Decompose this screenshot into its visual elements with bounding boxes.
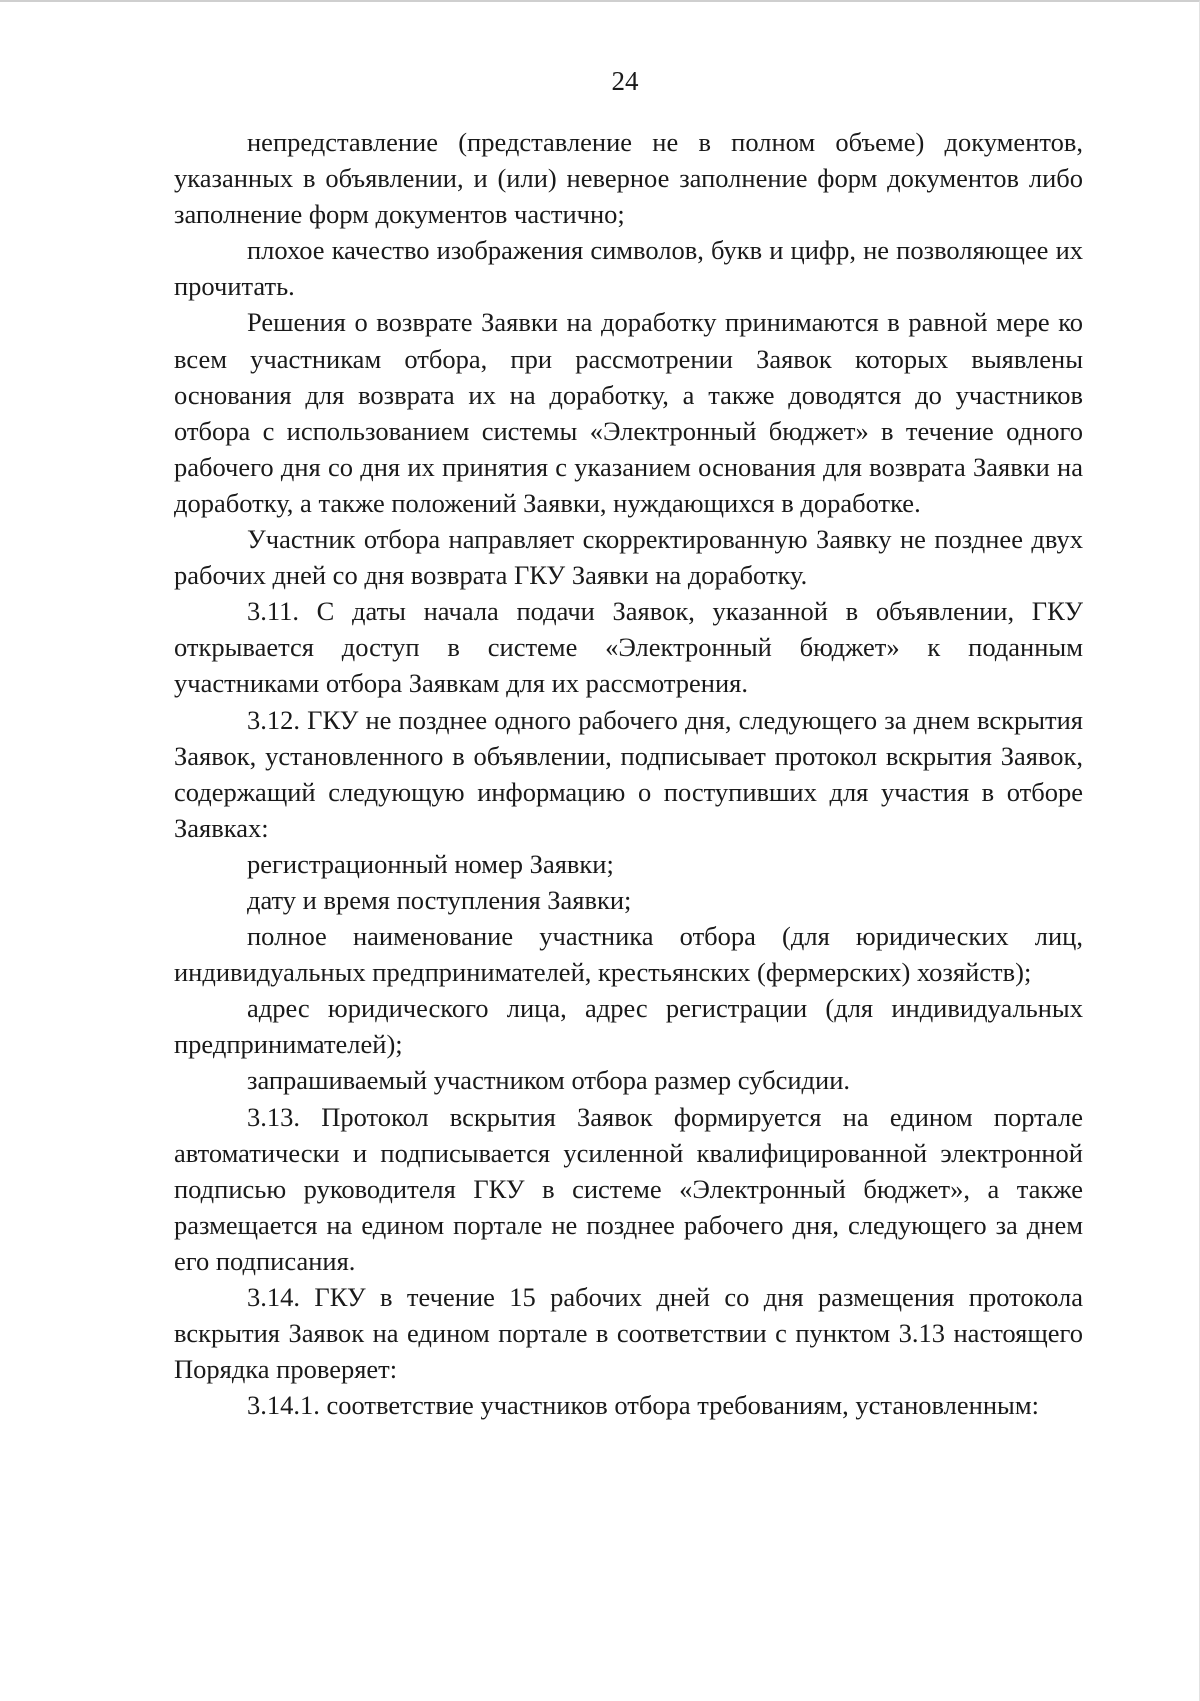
list-item-subsidy-amount: запрашиваемый участником отбора размер субсидии. — [247, 1065, 851, 1096]
list-item-address: адрес юридического лица, адрес регистрации (для индивидуальных предпринимателей); — [174, 993, 1083, 1060]
list-item-registration-number: регистрационный номер Заявки; — [247, 848, 614, 879]
paragraph-3-14-1: 3.14.1. соответствие участников отбора требованиям, установленным: — [247, 1390, 1039, 1421]
paragraph-3-12: 3.12. ГКУ не позднее одного рабочего дня, следующего за днем вскрытия Заявок, установленного в объявлении, подписывает протокол вскрытия Заявок, содержащий следующую информацию о поступивших для участия в отборе Заявках: — [174, 704, 1083, 843]
list-item-participant-name: полное наименование участника отбора (для юридических лиц, индивидуальных предпринимателей, крестьянских (фермерских) хозяйств); — [174, 921, 1083, 988]
paragraph-incomplete-documents: непредставление (представление не в полном объеме) документов, указанных в объявлении, и (или) неверное заполнение форм документов либо заполнение форм документов частично; — [174, 127, 1083, 230]
paragraph-3-11: 3.11. С даты начала подачи Заявок, указанной в объявлении, ГКУ открывается доступ в системе «Электронный бюджет» к поданным участниками отбора Заявкам для их рассмотрения. — [174, 596, 1083, 699]
document-body — [174, 124, 1083, 1423]
paragraph-poor-image-quality: плохое качество изображения символов, букв и цифр, не позволяющее их прочитать. — [174, 235, 1083, 302]
list-item-receipt-datetime: дату и время поступления Заявки; — [247, 884, 632, 915]
paragraph-3-14: 3.14. ГКУ в течение 15 рабочих дней со дня размещения протокола вскрытия Заявок на едином портале в соответствии с пунктом 3.13 настоящего Порядка проверяет: — [174, 1282, 1083, 1385]
paragraph-corrected-application: Участник отбора направляет скорректированную Заявку не позднее двух рабочих дней со дня возврата ГКУ Заявки на доработку. — [174, 524, 1083, 591]
paragraph-return-decisions: Решения о возврате Заявки на доработку принимаются в равной мере ко всем участникам отбора, при рассмотрении Заявок которых выявлены основания для возврата их на доработку, а также доводятся до участников отбора с использованием системы «Электронный бюджет» в течение одного рабочего дня со дня их принятия с указанием основания для возврата Заявки на доработку, а также положений Заявки, нуждающихся в доработке. — [174, 307, 1083, 518]
paragraph-3-13: 3.13. Протокол вскрытия Заявок формируется на едином портале автоматически и подписывается усиленной квалифицированной электронной подписью руководителя ГКУ в системе «Электронный бюджет», а также размещается на едином портале не позднее рабочего дня, следующего за днем его подписания. — [174, 1101, 1083, 1276]
page-number: 24 — [611, 66, 639, 96]
